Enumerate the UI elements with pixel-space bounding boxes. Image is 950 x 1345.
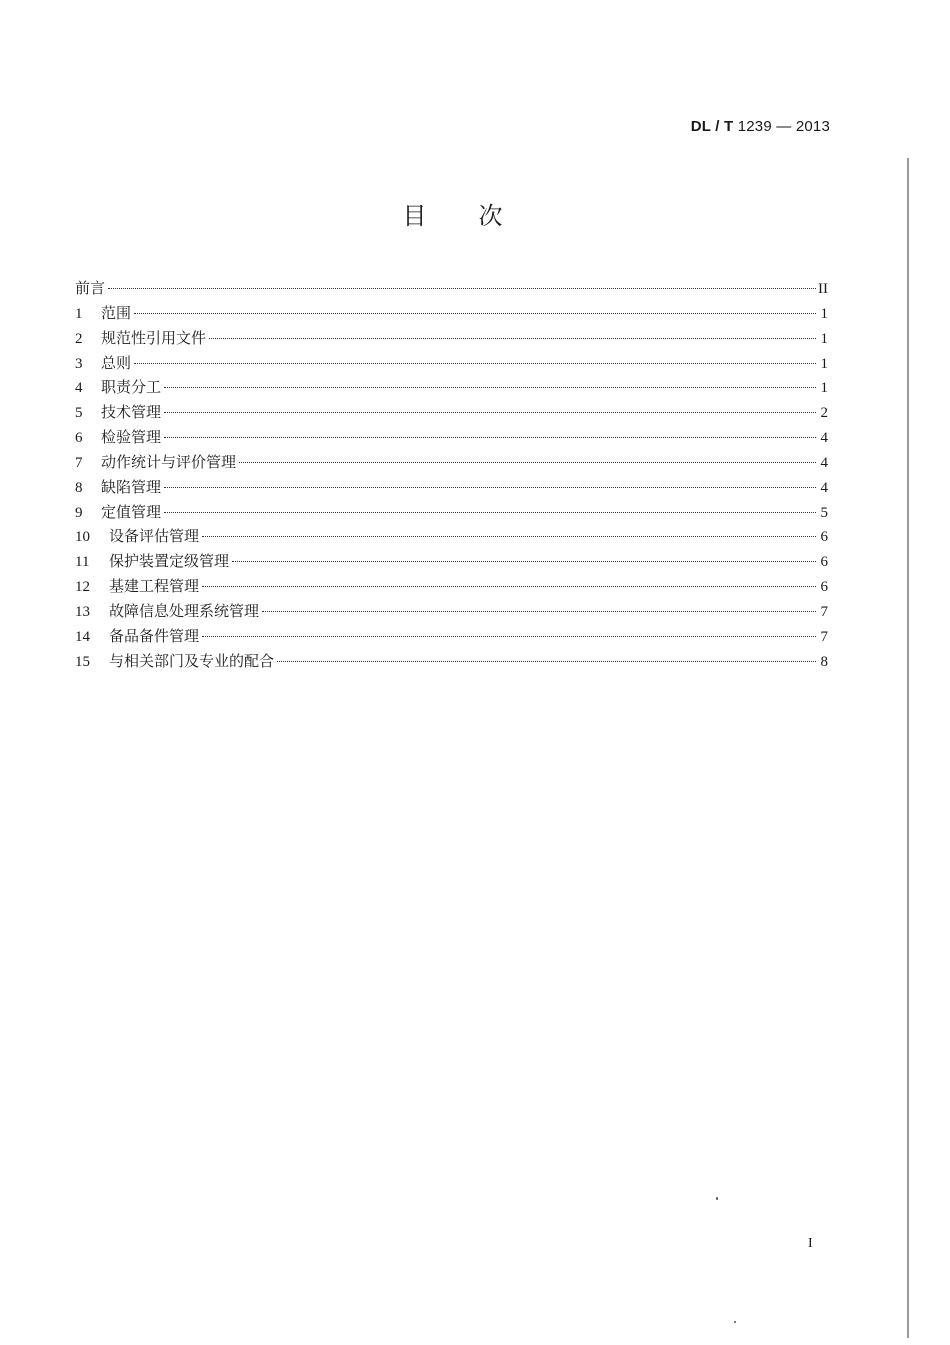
toc-entry-page: 5	[820, 504, 828, 521]
page-number: I	[808, 1236, 813, 1251]
toc-entry-number: 14	[75, 628, 90, 645]
toc-entry-title: 基建工程管理	[109, 577, 200, 596]
toc-entry[interactable]	[75, 326, 828, 351]
toc-entry-title: 职责分工	[101, 378, 162, 397]
toc-entry[interactable]	[75, 400, 828, 425]
toc-entry-title: 动作统计与评价管理	[101, 452, 237, 471]
toc-entry-number: 4	[75, 380, 83, 397]
toc-entry-number: 7	[75, 454, 83, 471]
toc-entry-number: 3	[75, 355, 83, 372]
toc-entry-number: 11	[75, 554, 90, 571]
standard-code	[691, 118, 830, 135]
toc-dot-leader	[108, 288, 816, 289]
toc-dot-leader	[232, 561, 816, 562]
toc-entry-number: 9	[75, 504, 83, 521]
toc-entry-number: 8	[75, 479, 83, 496]
toc-entry-number: 6	[75, 430, 83, 447]
toc-entry-number: 15	[75, 653, 90, 670]
toc-entry-title: 技术管理	[101, 403, 162, 422]
toc-entry-page: 6	[820, 529, 828, 546]
toc-entry-page: 2	[820, 405, 828, 422]
toc-dot-leader	[209, 338, 816, 339]
toc-entry-number: 5	[75, 405, 83, 422]
toc-entry-title: 保护装置定级管理	[109, 552, 230, 571]
toc-entry-number: 1	[75, 305, 83, 322]
toc-dot-leader	[202, 586, 816, 587]
toc-entry-title: 备品备件管理	[109, 626, 200, 645]
toc-entry[interactable]	[75, 425, 828, 450]
toc-entry-title: 总则	[101, 353, 132, 372]
toc-entry-page: 4	[820, 479, 828, 496]
toc-dot-leader	[134, 363, 816, 364]
toc-entry-page: 4	[820, 454, 828, 471]
toc-entry[interactable]	[75, 301, 828, 326]
toc-entry-title: 检验管理	[101, 428, 162, 447]
toc-entry-number: 12	[75, 579, 90, 596]
scan-speck	[734, 1321, 736, 1323]
toc-entry-page: 7	[820, 628, 828, 645]
toc-entry[interactable]	[75, 549, 828, 574]
toc-entry-number: 13	[75, 603, 90, 620]
toc-entry-page: 4	[820, 430, 828, 447]
toc-entry-title: 缺陷管理	[101, 477, 162, 496]
toc-entry-number: 10	[75, 529, 90, 546]
toc-entry-page: 1	[820, 380, 828, 397]
toc-dot-leader	[164, 437, 816, 438]
toc-dot-leader	[164, 412, 816, 413]
toc-dot-leader	[239, 462, 816, 463]
toc-entry-title: 前言	[75, 279, 106, 297]
toc-entry[interactable]	[75, 624, 828, 649]
toc-entry-number: 2	[75, 330, 83, 347]
toc-entry-page: 1	[820, 355, 828, 372]
toc-entry-page: 6	[820, 554, 828, 571]
toc-entry-title: 定值管理	[101, 502, 162, 521]
toc-entry-title: 范围	[101, 303, 132, 322]
toc-entry[interactable]	[75, 500, 828, 525]
toc-dot-leader	[164, 512, 816, 513]
toc-dot-leader	[262, 611, 816, 612]
table-of-contents	[75, 276, 828, 674]
toc-entry[interactable]	[75, 351, 828, 376]
toc-dot-leader	[164, 487, 816, 488]
toc-dot-leader	[164, 387, 816, 388]
toc-entry-page: 8	[820, 653, 828, 670]
toc-entry-title: 故障信息处理系统管理	[109, 601, 260, 620]
toc-dot-leader	[277, 661, 816, 662]
standard-code-prefix: DL / T	[690, 118, 734, 135]
toc-title: 目次	[402, 202, 555, 230]
toc-entry[interactable]	[75, 276, 828, 301]
toc-entry-page: 1	[820, 305, 828, 322]
toc-entry[interactable]	[75, 574, 828, 599]
toc-entry[interactable]	[75, 649, 828, 674]
toc-entry[interactable]	[75, 599, 828, 624]
toc-entry[interactable]	[75, 475, 828, 500]
toc-dot-leader	[134, 313, 816, 314]
toc-entry-page: 1	[820, 330, 828, 347]
standard-code-number: 1239 — 2013	[733, 118, 830, 135]
toc-entry-title: 与相关部门及专业的配合	[109, 651, 275, 670]
toc-entry-title: 规范性引用文件	[101, 328, 207, 347]
toc-entry-title: 设备评估管理	[109, 527, 200, 546]
toc-entry[interactable]	[75, 375, 828, 400]
toc-entry-page: 7	[820, 603, 828, 620]
scan-speck	[716, 1197, 718, 1200]
toc-dot-leader	[202, 536, 816, 537]
toc-entry-page: II	[818, 281, 828, 297]
toc-entry[interactable]	[75, 524, 828, 549]
toc-entry-page: 6	[820, 579, 828, 596]
scan-edge-line	[907, 158, 909, 1338]
toc-dot-leader	[202, 636, 816, 637]
toc-entry[interactable]	[75, 450, 828, 475]
